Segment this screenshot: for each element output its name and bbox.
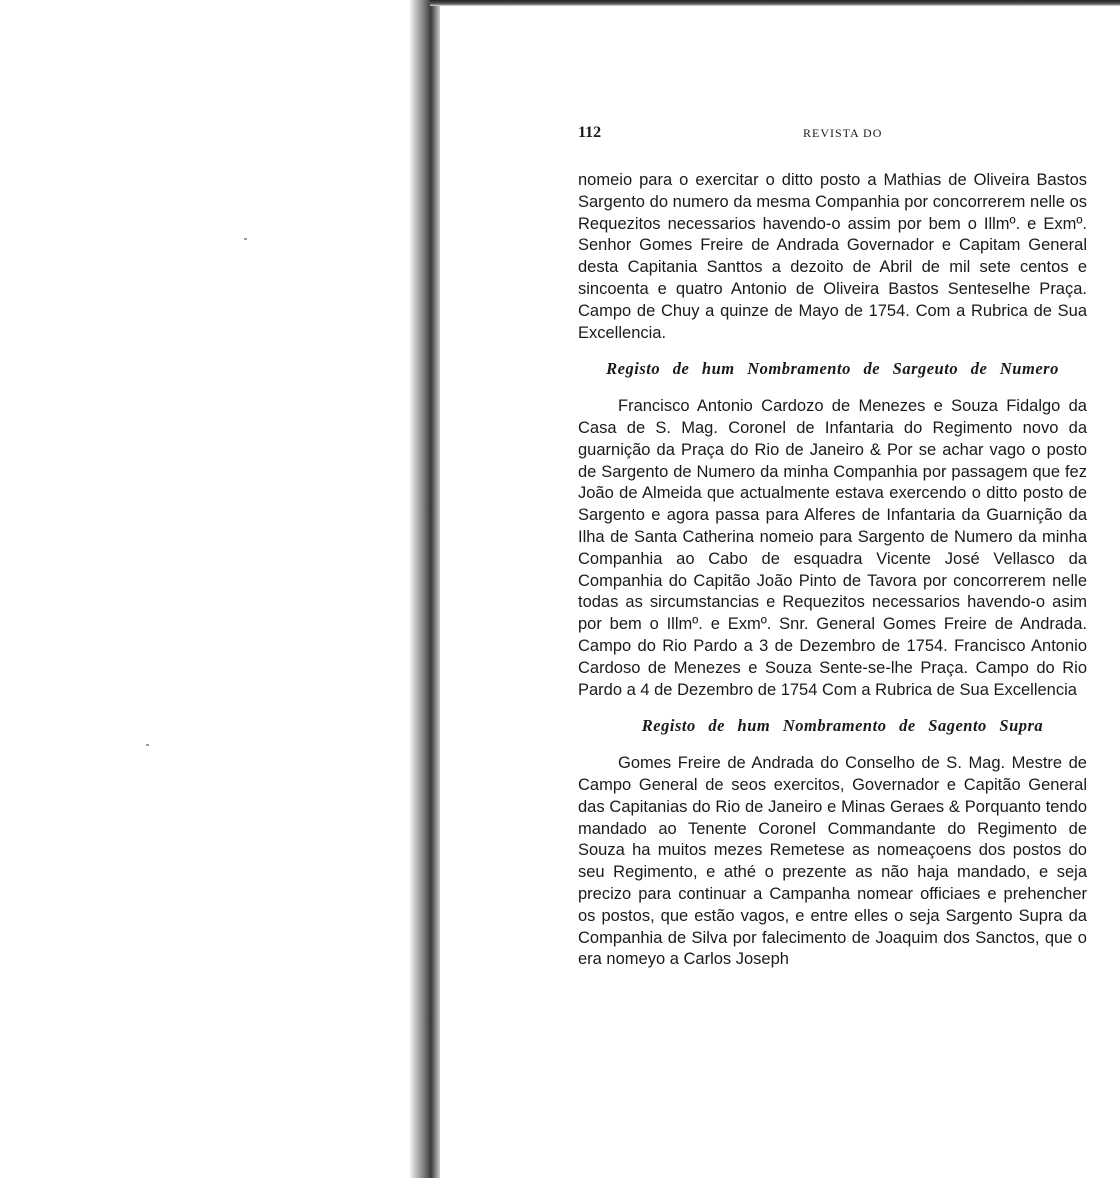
scan-speck [244, 238, 247, 240]
body-text [578, 170, 1087, 971]
scan-speck [146, 744, 149, 746]
book-spine-shadow [410, 0, 440, 1178]
paragraph-2: Francisco Antonio Cardozo de Menezes e Souza Fidalgo da Casa de S. Mag. Coronel de Infantaria do Regimento novo da guarnição da Praça do Rio de Janeiro & Por se achar vago o posto de Sargento de Numero da minha Companhia por passagem que fez João de Almeida que actualmente estava exercendo o ditto posto de Sargento e agora passa para Alferes de Infantaria da Guarnição da Ilha de Santa Catherina nomeio para Sargento de Numero da minha Companhia ao Cabo de esquadra Vicente José Vellasco da Companhia do Capitão João Pinto de Tavora por concorrerem nelle todas as sircumstancias e Requezitos necessarios havendo-o asim por bem o Illmº. e Exmº. Snr. General Gomes Freire de Andrada. Campo do Rio Pardo a 3 de Dezembro de 1754. Francisco Antonio Cardoso de Menezes e Souza Sente-se-lhe Praça. Campo do Rio Pardo a 4 de Dezembro de 1754 Com a Rubrica de Sua Excellencia [578, 397, 1087, 699]
section-heading-1: Registo de hum Nombramento de Sargeuto de Numero [606, 359, 1059, 379]
paragraph-1: nomeio para o exercitar o ditto posto a Mathias de Oliveira Bastos Sargento do numero da mesma Companhia por concorrerem nelle os Requezitos necessarios havendo-o assim por bem o Illmº. e Exmº. Senhor Gomes Freire de Andrada Governador e Capitam General desta Capitania Santtos a dezoito de Abril de mil sete centos e sincoenta e quatro Antonio de Oliveira Bastos Senteselhe Praça. Campo de Chuy a quinze de Mayo de 1754. Com a Rubrica de Sua Excellencia. [578, 171, 1087, 342]
paragraph-3: Gomes Freire de Andrada do Conselho de S. Mag. Mestre de Campo General de seos exercitos, Governador e Capitão General das Capitanias do Rio de Janeiro e Minas Geraes & Porquanto tendo mandado ao Tenente Coronel Commandante do Regimento de Souza ha muitos mezes Remetese as nomeaçoens dos postos do seu Regimento, e athé o prezente as não haja mandado, e seja precizo para continuar a Campanha nomear officiaes e prehencher os postos, que estão vagos, e entre elles o seja Sargento Supra da Companhia de Silva por falecimento de Joaquim dos Sanctos, que o era nomeyo a Carlos Joseph [578, 754, 1087, 969]
left-margin-blank [0, 0, 410, 1178]
page-header [578, 124, 1098, 148]
running-head: REVISTA DO [803, 126, 883, 140]
page-number: 112 [578, 124, 602, 141]
page-top-edge [430, 0, 1120, 6]
section-heading-2: Registo de hum Nombramento de Sagento Supra [641, 716, 1044, 736]
